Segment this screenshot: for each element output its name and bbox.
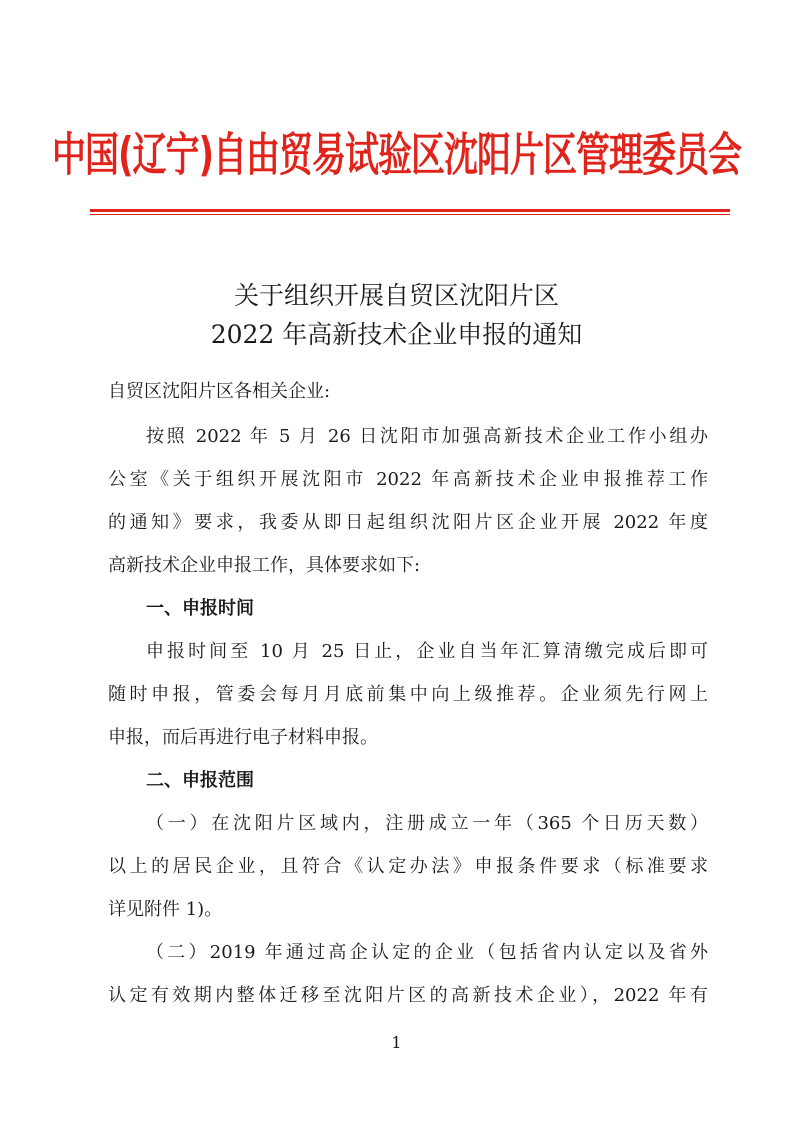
section-2-item-1-line-3: 详见附件 1)。 — [108, 899, 223, 920]
section-2-heading: 二、申报范围 — [146, 770, 254, 791]
section-1-line-1: 申报时间至 10 月 25 日止，企业自当年汇算清缴完成后即可 — [146, 641, 708, 662]
document-title-line-2: 2022 年高新技术企业申报的通知 — [210, 320, 583, 349]
section-2-item-1-line-2: 以上的居民企业，且符合《认定办法》申报条件要求（标准要求 — [108, 856, 708, 877]
section-1-line-2: 随时申报，管委会每月月底前集中向上级推荐。企业须先行网上 — [108, 684, 708, 705]
document-title-line-1: 关于组织开展自贸区沈阳片区 — [233, 281, 559, 310]
header-red-rule-thin — [90, 214, 730, 215]
section-2-item-2-line-1: （二）2019 年通过高企认定的企业（包括省内认定以及省外 — [146, 942, 708, 963]
issuing-organization-header: 中国(辽宁)自由贸易试验区沈阳片区管理委员会 — [51, 128, 742, 183]
section-1-line-3: 申报，而后再进行电子材料申报。 — [108, 727, 378, 748]
section-2-item-2-line-2: 认定有效期内整体迁移至沈阳片区的高新技术企业），2022 年有 — [108, 985, 708, 1006]
salutation: 自贸区沈阳片区各相关企业: — [108, 381, 331, 402]
intro-line-1: 按照 2022 年 5 月 26 日沈阳市加强高新技术企业工作小组办 — [146, 426, 708, 447]
intro-line-4: 高新技术企业申报工作，具体要求如下: — [108, 555, 421, 576]
intro-line-3: 的通知》要求，我委从即日起组织沈阳片区企业开展 2022 年度 — [108, 512, 708, 533]
header-red-rule-thick — [90, 209, 730, 212]
section-1-heading: 一、申报时间 — [146, 598, 254, 619]
section-2-item-1-line-1: （一）在沈阳片区域内，注册成立一年（365 个日历天数） — [146, 813, 708, 834]
page-number: 1 — [391, 1033, 402, 1052]
intro-line-2: 公室《关于组织开展沈阳市 2022 年高新技术企业申报推荐工作 — [108, 469, 708, 490]
